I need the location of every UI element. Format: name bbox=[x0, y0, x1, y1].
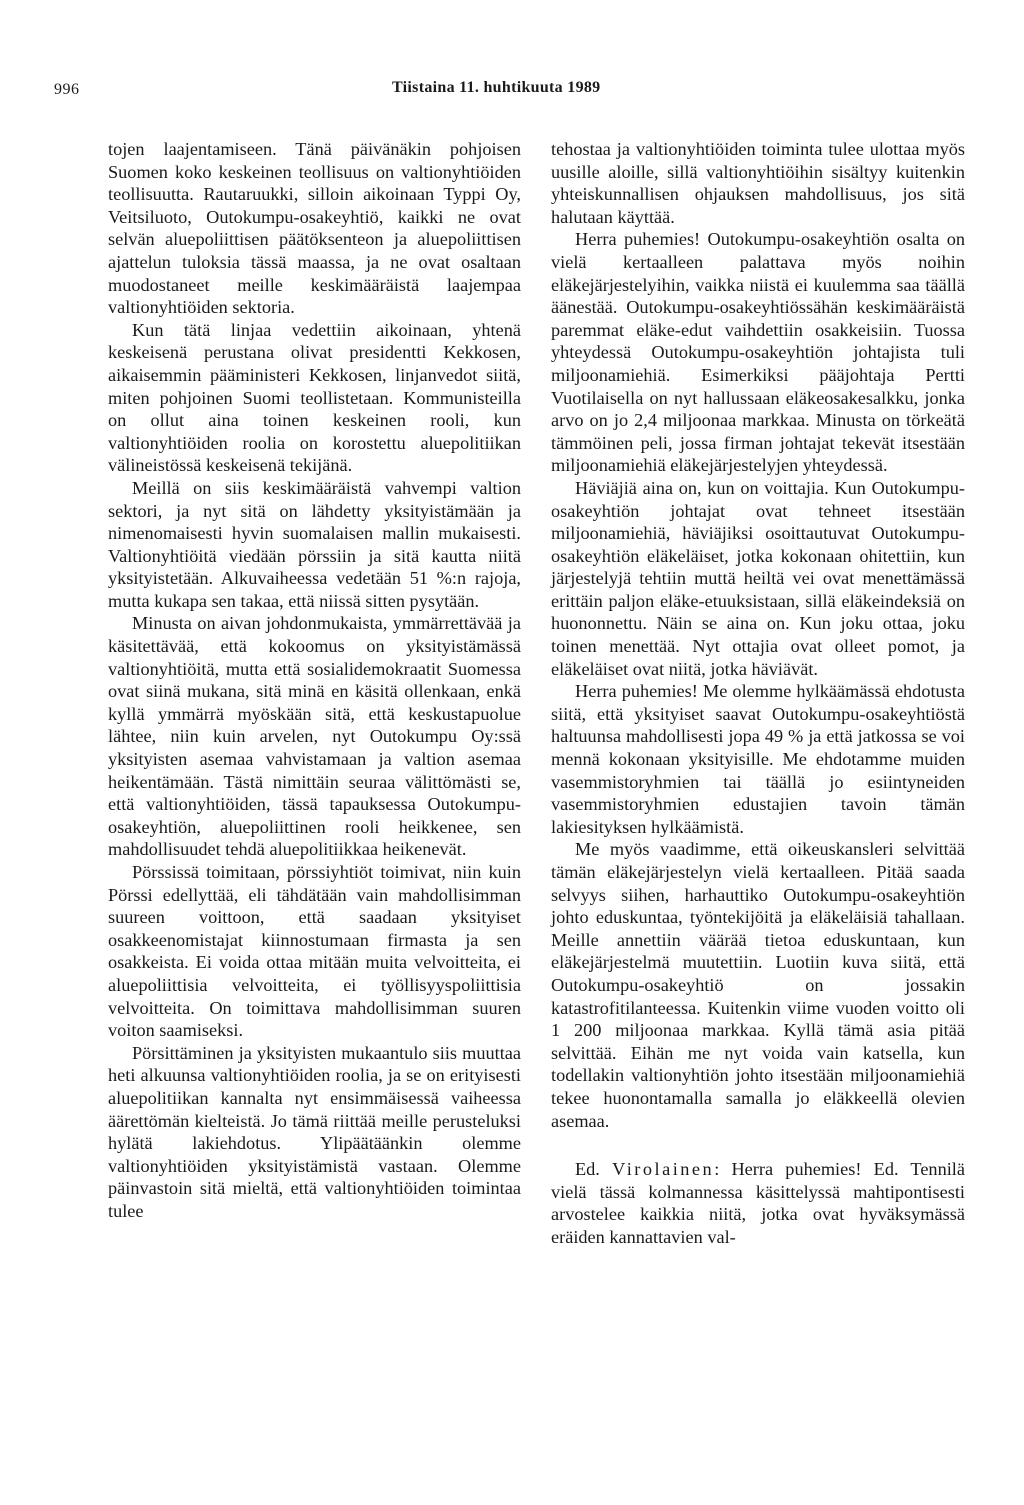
paragraph: tojen laajentamiseen. Tänä päivänäkin pohjoisen Suomen koko keskeinen teollisuus on valtionyhtiöiden teollisuutta. Rautaruukki, silloin aikoinaan Typpi Oy, Veitsiluoto, Outokumpu-osakeyhtiö, kaikki ne ovat selvän aluepoliittisen päätöksenteon ja aluepoliittisen ajattelun tuloksia tässä maassa, ja ne ovat osaltaan muodostaneet meille keskimääräistä laajempaa valtionyhtiöiden sektoria. bbox=[108, 139, 521, 318]
running-head-date: Tiistaina 11. huhtikuuta 1989 bbox=[392, 79, 601, 96]
paragraph: Me myös vaadimme, että oikeuskansleri selvittää tämän eläkejärjestelyn vielä kertaalleen. Pitää saada selvyys siihen, harhauttiko Outokumpu-osakeyhtiön johto eduskuntaa, työntekijöitä ja eläkeläisiä tahallaan. Meille annettiin väärää tietoa eduskuntaan, kun eläkejärjestelmä muutettiin. Luotiin kuva siitä, että Outokumpu-osakeyhtiö on jossakin katastrofitilanteessa. Kuitenkin viime vuoden voitto oli 1 200 miljoonaa markkaa. Kyllä tämä asia pitää selvittää. Eihän me nyt voida vain katsella, kun todellakin valtionyhtiön johto itsestään miljoonamiehiä tekee huonontamalla samalla jo eläkkeellä olevien asemaa. bbox=[551, 839, 965, 1131]
paragraph: Minusta on aivan johdonmukaista, ymmärrettävää ja käsitettävää, että kokoomus on yksityistämässä valtionyhtiöitä, mutta että sosialidemokraatit Suomessa ovat siinä mukana, sitä minä en käsitä ollenkaan, enkä kyllä ymmärrä myöskään sitä, että keskustapuolue lähtee, niin kuin arvelen, nyt Outokumpu Oy:ssä yksityisten asemaa vahvistamaan ja valtion asemaa heikentämään. Tästä nimittäin seuraa välittömästi se, että valtionyhtiöiden, tässä tapauksessa Outokumpu-osakeyhtiön, aluepoliittinen rooli heikkenee, sen mahdollisuudet tehdä aluepolitiikkaa heikenevät. bbox=[108, 613, 521, 860]
right-column bbox=[551, 138, 965, 1249]
paragraph: Kun tätä linjaa vedettiin aikoinaan, yhtenä keskeisenä perustana olivat presidentti Kekkosen, aikaisemmin pääministeri Kekkosen, linjanvedot siitä, miten pohjoinen Suomi teollistetaan. Kommunisteilla on ollut aina toinen keskeinen rooli, kun valtionyhtiöiden roolia on korostettu aluepolitiikan välineistössä keskeisenä tekijänä. bbox=[108, 319, 521, 476]
paragraph: Pörsittäminen ja yksityisten mukaantulo siis muuttaa heti alkuunsa valtionyhtiöiden roolia, ja se on erityisesti aluepolitiikan kannalta nyt ensimmäisessä vaiheessa äärettömän kielteistä. Jo tämä riittää meille perusteluksi hylätä lakiehdotus. Ylipäätäänkin olemme valtionyhtiöiden yksityistämistä vastaan. Olemme päinvastoin sitä mieltä, että valtionyhtiöiden toimintaa tulee bbox=[108, 1042, 521, 1221]
paragraph: Meillä on siis keskimääräistä vahvempi valtion sektori, ja nyt sitä on lähdetty yksityistämään ja nimenomaisesti hyvin suomalaisen mallin mukaisesti. Valtionyhtiöitä viedään pörssiin ja sitä kautta niitä yksityistetään. Alkuvaiheessa vedetään 51 %:n rajoja, mutta kukapa sen takaa, että niissä sitten pysytään. bbox=[108, 477, 521, 611]
speaker-name: Virolainen bbox=[612, 1159, 715, 1180]
left-column bbox=[108, 138, 521, 1223]
paragraph: Herra puhemies! Me olemme hylkäämässä ehdotusta siitä, että yksityiset saavat Outokumpu-osakeyhtiöstä haltuunsa mahdollisesti jopa 49 % ja että jatkossa se voi mennä kokonaan yksityisille. Me ehdotamme muiden vasemmistoryhmien tai täällä jo esiintyneiden vasemmistoryhmien edustajien tavoin tämän lakiesityksen hylkäämistä. bbox=[551, 681, 965, 837]
paragraph: Häviäjiä aina on, kun on voittajia. Kun Outokumpu-osakeyhtiön johtajat ovat tehneet itsestään miljoonamiehiä, häviäjiksi osoittautuvat Outokumpu-osakeyhtiön eläkeläiset, jotka kokonaan ohitettiin, kun järjestelyjä tehtiin muttä heiltä vei ovat menettämässä erittäin paljon eläke-etuuksistaan, sillä eläkeindeksiä on huononnettu. Näin se aina on. Kun joku ottaa, joku toinen menettää. Nyt ottajia ovat olleet pomot, ja eläkeläiset ovat niitä, jotka häviävät. bbox=[551, 477, 965, 679]
paragraph: Pörssissä toimitaan, pörssiyhtiöt toimivat, niin kuin Pörssi edellyttää, eli tähdätään vain mahdollisimman suureen voittoon, että saadaan yksityiset osakkeenomistajat kiinnostumaan firmasta ja sen osakkeista. Ei voida ottaa mitään muita velvoitteita, ei aluepoliittisia velvoitteita, ei työllisyyspoliittisia velvoitteita. On toimittava mahdollisimman suuren voiton saamiseksi. bbox=[108, 862, 521, 1041]
speech-text: : Herra puhemies! Ed. Tennilä vielä tässä kolmannessa käsittelyssä mahtipontisesti arvostelee kaikkia niitä, jotka ovat hyväksymässä eräiden kannattavien val- bbox=[551, 1159, 965, 1247]
speech-prefix: Ed. bbox=[575, 1159, 613, 1180]
page-number: 996 bbox=[54, 81, 80, 98]
paragraph: tehostaa ja valtionyhtiöiden toiminta tulee ulottaa myös uusille aloille, sillä valtionyhtiöihin sisältyy kuitenkin yhteiskunnallisen ohjauksen mahdollisuus, jos sitä halutaan käyttää. bbox=[551, 139, 965, 227]
speech-paragraph bbox=[551, 1158, 965, 1248]
paragraph: Herra puhemies! Outokumpu-osakeyhtiön osalta on vielä kertaalleen palattava myös noihin eläkejärjestelyihin, vaikka niistä ei kuulemma saa täällä äänestää. Outokumpu-osakeyhtiössähän keskimääräistä paremmat eläke-edut vaihdettiin osakkeisiin. Tuossa yhteydessä Outokumpu-osakeyhtiön johtajista tuli miljoonamiehiä. Esimerkiksi pääjohtaja Pertti Vuotilaisella on nyt hallussaan eläkeosakesalkku, jonka arvo on jo 2,4 miljoonaa markkaa. Minusta on törkeätä tämmöinen peli, jossa firman johtajat tekevät itsestään miljoonamiehiä eläkejärjestelyjen yhteydessä. bbox=[551, 229, 965, 476]
